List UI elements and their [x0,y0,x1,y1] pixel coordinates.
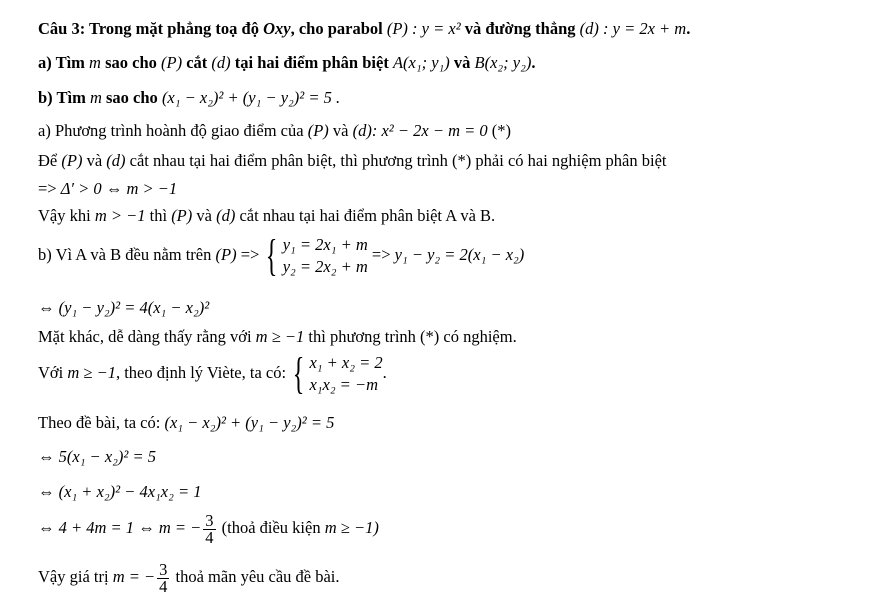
fraction-denominator: 4 [159,576,168,596]
math: (P) [161,53,183,72]
math: m > −1 [94,206,146,225]
math: 4 + 4m = 1 [58,518,135,537]
text: ⇔ [38,518,55,537]
fraction-denominator: 4 [205,527,214,547]
math: (x₁ − x₂)² + (y₁ − y₂)² = 5 [164,413,335,432]
fraction-numerator: 3 [159,559,168,579]
text: sao cho [106,88,158,107]
math: m ≥ −1) [324,518,379,537]
text: a) Tìm [38,53,85,72]
math: (y₁ − y₂)² = 4(x₁ − x₂)² [58,298,210,317]
equation: x₁x₂ = −m [309,375,378,395]
text: Với [38,363,64,382]
conclusion-line [38,557,340,597]
text: tại hai điểm phân biệt [234,53,389,72]
math: (P) [307,121,329,140]
math: (P) [171,206,193,225]
text: => [240,245,260,264]
math: m = − [158,518,202,537]
fraction [157,559,169,596]
math: m [89,88,102,107]
text: . [686,19,691,38]
problem-header-line [38,18,690,40]
brace-icon: { [292,349,305,399]
math: A(x₁; y₁) [392,53,450,72]
text: và [86,151,103,170]
text: Mặt khác, dễ dàng thấy rằng với [38,327,252,346]
math: (x₁ − x₂)² + (y₁ − y₂)² = 5 . [161,88,341,107]
text: và đường thẳng [464,19,576,38]
text: ⇔ [105,179,123,198]
text: => [38,179,57,198]
solution-b-line-4 [38,349,387,399]
text: Theo đề bài, ta có: [38,413,161,432]
text: thoả mãn yêu cầu đề bài. [175,567,340,586]
equation: y₁ = 2x₁ + m [282,235,368,255]
math: (d) [216,206,236,225]
solution-a-line-3 [38,178,177,200]
math: m ≥ −1 [255,327,305,346]
text: Vậy giá trị [38,567,109,586]
text: sao cho [105,53,157,72]
math: (x₁ + x₂)² − 4x₁x₂ = 1 [58,482,202,501]
solution-a-line-2 [38,150,666,172]
equation-system [283,234,368,278]
text: => [371,245,391,264]
text: và [332,121,349,140]
solution-b-line-5 [38,412,334,434]
solution-b-line-1 [38,231,525,281]
solution-b-line-2 [38,297,209,319]
question-b-line [38,87,340,109]
math: Oxy [263,19,291,38]
text: a) Phương trình hoành độ giao điểm của [38,121,304,140]
math: B(x₂; y₂) [474,53,532,72]
text: cắt nhau tại hai điểm phân biệt, thì phương trình (*) phải có hai nghiệm phân biệt [129,151,667,170]
text: và [196,206,212,225]
math: (P) : y = x² [386,19,461,38]
text: ⇔ [38,447,55,466]
math: (P) [61,151,83,170]
text: b) Tìm [38,88,86,107]
text: thì phương trình (*) có nghiệm. [308,327,517,346]
text: . [382,363,387,382]
equation: x₁ + x₂ = 2 [309,353,383,373]
solution-b-line-7 [38,481,201,503]
text: ⇔ [138,518,155,537]
math: m [89,53,101,72]
solution-b-line-8 [38,508,379,548]
math: 5(x₁ − x₂)² = 5 [58,447,156,466]
math: (d) [106,151,126,170]
text: cắt [186,53,208,72]
text: ⇔ [38,482,55,501]
fraction [203,510,215,547]
math: m > −1 [126,179,178,198]
text: và [453,53,471,72]
text: b) Vì A và B đều nằm trên [38,245,212,264]
question-a-line [38,52,535,74]
solution-b-line-3 [38,326,517,348]
solution-b-line-6 [38,446,156,468]
text: Để [38,151,58,170]
math: (d): [352,121,378,140]
equation: y₂ = 2x₂ + m [282,257,368,277]
text: (thoả điều kiện [221,518,321,537]
text: cắt nhau tại hai điểm phân biệt A và B. [239,206,496,225]
text: . [531,53,536,72]
text: , cho parabol [290,19,383,38]
text: , theo định lý Viète, ta có: [115,363,287,382]
text: (*) [491,121,512,140]
math: m = − [112,567,156,586]
math: (d) [211,53,231,72]
math: (d) : y = 2x + m [579,19,687,38]
text: Câu 3: Trong mặt phẳng toạ độ [38,19,259,38]
brace-icon: { [266,231,278,281]
text: Vậy khi [38,206,91,225]
math: m ≥ −1 [67,363,116,382]
equation-system [309,352,382,396]
text: thì [149,206,168,225]
math: x² − 2x − m = 0 [381,121,488,140]
math: y₁ − y₂ = 2(x₁ − x₂) [394,245,525,264]
text: ⇔ [38,298,55,317]
solution-a-line-4 [38,205,495,227]
fraction-numerator: 3 [205,510,214,530]
math: (P) [215,245,237,264]
solution-a-line-1 [38,120,511,142]
math: Δ′ > 0 [60,179,102,198]
